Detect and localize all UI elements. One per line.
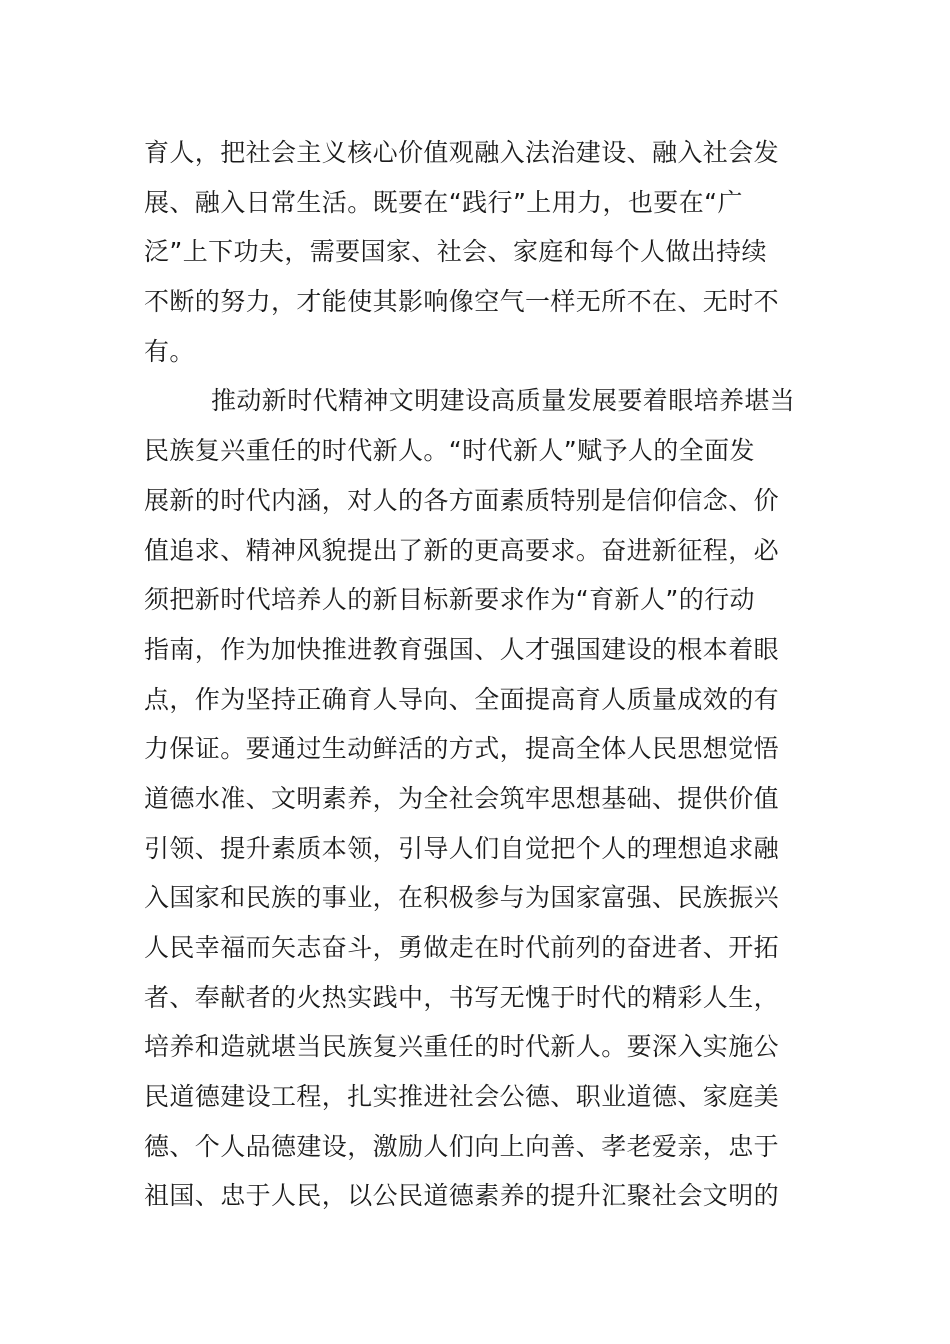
paragraph-2 (144, 376, 824, 1221)
text-line: 引领、提升素质本领，引导人们自觉把个人的理想追求融 (144, 833, 780, 863)
text-line: 培养和造就堪当民族复兴重任的时代新人。要深入实施公 (144, 1032, 780, 1062)
text-line: 展、融入日常生活。既要在“践行”上用力，也要在“广 (144, 187, 743, 217)
text-line: 展新的时代内涵，对人的各方面素质特别是信仰信念、价 (144, 485, 780, 515)
paragraph-1 (144, 128, 824, 376)
text-line: 道德水准、文明素养，为全社会筑牢思想基础、提供价值 (144, 783, 780, 813)
text-line: 育人，把社会主义核心价值观融入法治建设、融入社会发 (144, 138, 780, 167)
text-line: 须把新时代培养人的新目标新要求作为“育新人”的行动 (144, 585, 755, 615)
text-line: 民族复兴重任的时代新人。“时代新人”赋予人的全面发 (144, 436, 755, 466)
text-line: 推动新时代精神文明建设高质量发展要着眼培养堪当 (211, 386, 796, 416)
text-line: 祖国、忠于人民，以公民道德素养的提升汇聚社会文明的 (144, 1181, 780, 1211)
text-line: 泛”上下功夫，需要国家、社会、家庭和每个人做出持续 (144, 237, 767, 267)
text-line: 力保证。要通过生动鲜活的方式，提高全体人民思想觉悟 (144, 734, 780, 764)
text-line: 指南，作为加快推进教育强国、人才强国建设的根本着眼 (144, 634, 780, 664)
text-line: 入国家和民族的事业，在积极参与为国家富强、民族振兴 (144, 883, 780, 913)
text-line: 人民幸福而矢志奋斗，勇做走在时代前列的奋进者、开拓 (144, 933, 780, 962)
text-line: 者、奉献者的火热实践中，书写无愧于时代的精彩人生， (144, 982, 780, 1012)
text-line: 民道德建设工程，扎实推进社会公德、职业道德、家庭美 (144, 1082, 780, 1112)
text-line: 不断的努力，才能使其影响像空气一样无所不在、无时不 (144, 287, 780, 317)
text-line: 值追求、精神风貌提出了新的更高要求。奋进新征程，必 (144, 535, 780, 565)
text-line: 有。 (144, 336, 195, 366)
text-line: 点，作为坚持正确育人导向、全面提高育人质量成效的有 (144, 684, 780, 714)
text-line: 德、个人品德建设，激励人们向上向善、孝老爱亲，忠于 (144, 1131, 780, 1161)
document-body (144, 128, 824, 1221)
